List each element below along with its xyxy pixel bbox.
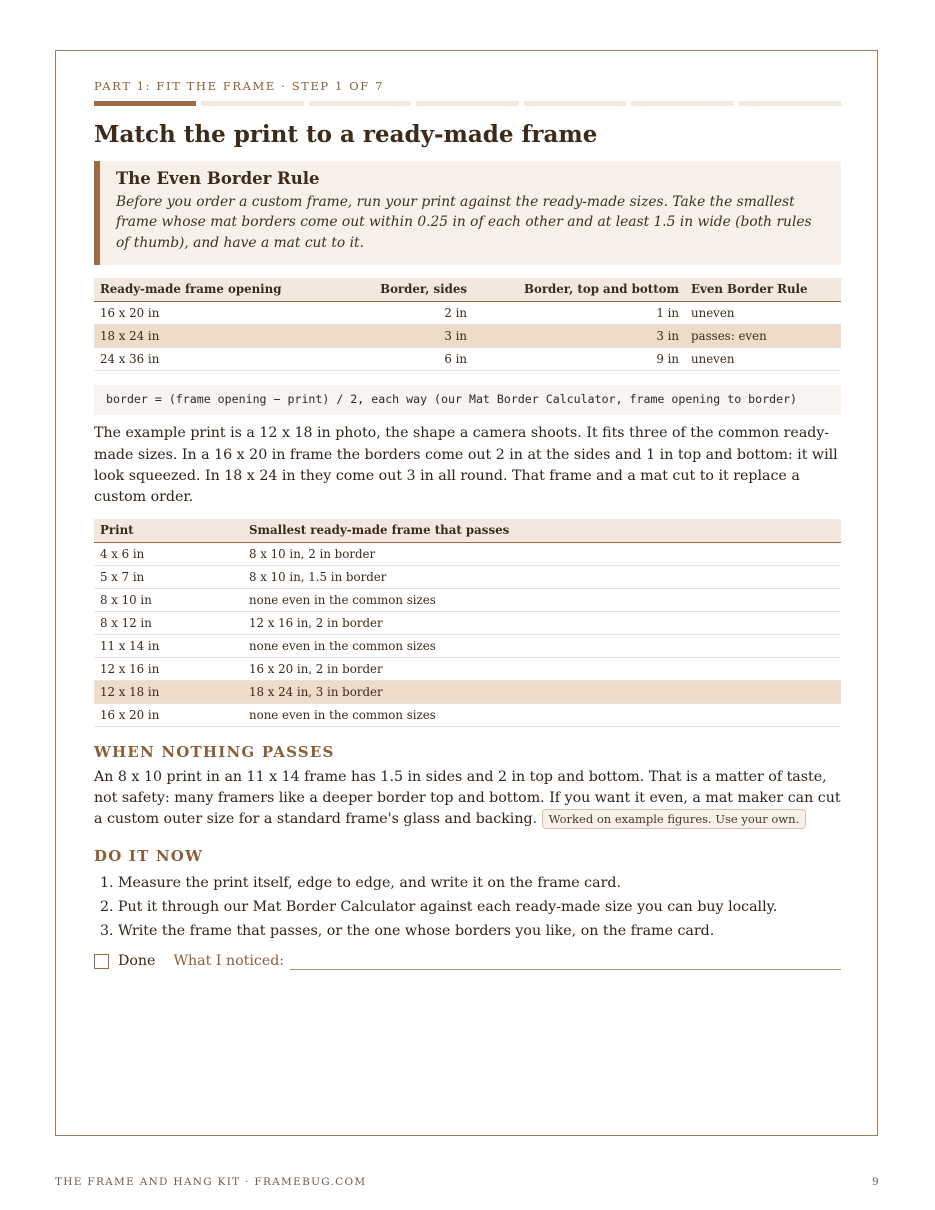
table-cell: 16 x 20 in [94,301,341,324]
table-header-row [94,519,841,543]
table-row [94,703,841,726]
progress-segment-5 [524,101,626,106]
table-row-highlighted [94,680,841,703]
table-row [94,542,841,565]
table-cell: uneven [685,301,841,324]
step-eyebrow: PART 1: FIT THE FRAME · STEP 1 OF 7 [94,79,384,93]
table-cell: 9 in [473,347,685,370]
page-footer [55,1176,880,1188]
example-note-badge: Worked on example figures. Use your own. [542,809,807,829]
page-number: 9 [872,1176,880,1188]
print-frame-table [94,519,841,727]
table-cell: none even in the common sizes [243,588,841,611]
when-nothing-passes-paragraph [94,767,841,831]
example-paragraph: The example print is a 12 x 18 in photo, the shape a camera shoots. It fits three of the common ready-made sizes. In a 16 x 20 in frame the borders come out 2 in at the sides and 1 in top and bottom: it will look squeezed. In 18 x 24 in they come out 3 in all round. That frame and a mat cut to it replace a custom order. [94,425,838,506]
callout-text: Before you order a custom frame, run your print against the ready-made sizes. Take the smallest frame whose mat borders come out within 0.25 in of each other and at least 1.5 in wide (both rules of thumb), and have a mat cut to it. [116,193,812,251]
table-cell: 2 in [341,301,473,324]
table-cell: 5 x 7 in [94,565,243,588]
table-cell: 1 in [473,301,685,324]
table-cell: none even in the common sizes [243,703,841,726]
table-cell: 12 x 18 in [94,680,243,703]
table-cell: none even in the common sizes [243,634,841,657]
noticed-input-line[interactable] [290,953,841,970]
progress-segment-3 [309,101,411,106]
column-header: Even Border Rule [685,278,841,302]
table-cell: 16 x 20 in [94,703,243,726]
section-heading: DO IT NOW [94,846,204,865]
progress-segment-6 [631,101,733,106]
frame-border-table [94,278,841,371]
step-progress-bar [94,101,841,106]
progress-segment-7 [739,101,841,106]
table-header-row [94,278,841,302]
column-header: Border, sides [341,278,473,302]
table-cell: 3 in [473,324,685,347]
table-cell: passes: even [685,324,841,347]
done-label: Done [118,953,156,970]
table-row [94,611,841,634]
section-heading: WHEN NOTHING PASSES [94,742,335,761]
progress-segment-1 [94,101,196,106]
table-cell: 8 x 10 in, 2 in border [243,542,841,565]
column-header: Border, top and bottom [473,278,685,302]
table-cell: 8 x 10 in [94,588,243,611]
table-row [94,565,841,588]
table-cell: 11 x 14 in [94,634,243,657]
table-cell: 24 x 36 in [94,347,341,370]
table-row [94,347,841,370]
callout-title: The Even Border Rule [116,168,320,188]
progress-segment-4 [416,101,518,106]
table-cell: 6 in [341,347,473,370]
noticed-label: What I noticed: [173,953,285,970]
table-cell: 8 x 12 in [94,611,243,634]
page-frame [55,50,878,1136]
table-cell: 12 x 16 in [94,657,243,680]
progress-segment-2 [201,101,303,106]
paragraph-text: An 8 x 10 print in an 11 x 14 frame has 1.5 in sides and 2 in top and bottom. That is a matter of taste, not safety: many framers like a deeper border top and bottom. If you want it even, a mat maker can cut a custom outer size for a standard frame's glass and backing. [94,768,841,828]
list-item: 3. Write the frame that passes, or the one whose borders you like, on the frame card. [118,919,841,943]
table-cell: 4 x 6 in [94,542,243,565]
done-checkbox[interactable] [94,954,109,969]
footer-site: THE FRAME AND HANG KIT · FRAMEBUG.COM [55,1176,367,1188]
table-cell: 18 x 24 in, 3 in border [243,680,841,703]
table-row [94,634,841,657]
formula-code-block: border = (frame opening − print) / 2, each way (our Mat Border Calculator, frame opening to border) [94,385,841,416]
table-row [94,588,841,611]
table-cell: 12 x 16 in, 2 in border [243,611,841,634]
table-cell: 8 x 10 in, 1.5 in border [243,565,841,588]
steps-list [94,871,841,943]
rule-callout [94,161,841,265]
page-content [94,79,841,970]
table-cell: 18 x 24 in [94,324,341,347]
page-title: Match the print to a ready-made frame [94,121,598,148]
column-header: Smallest ready-made frame that passes [243,519,841,543]
table-cell: uneven [685,347,841,370]
column-header: Print [94,519,243,543]
list-item: 1. Measure the print itself, edge to edge, and write it on the frame card. [118,871,841,895]
column-header: Ready-made frame opening [94,278,341,302]
table-cell: 16 x 20 in, 2 in border [243,657,841,680]
table-row [94,657,841,680]
table-cell: 3 in [341,324,473,347]
table-row-highlighted [94,324,841,347]
table-row [94,301,841,324]
list-item: 2. Put it through our Mat Border Calculator against each ready-made size you can buy locally. [118,895,841,919]
done-row [94,953,841,970]
